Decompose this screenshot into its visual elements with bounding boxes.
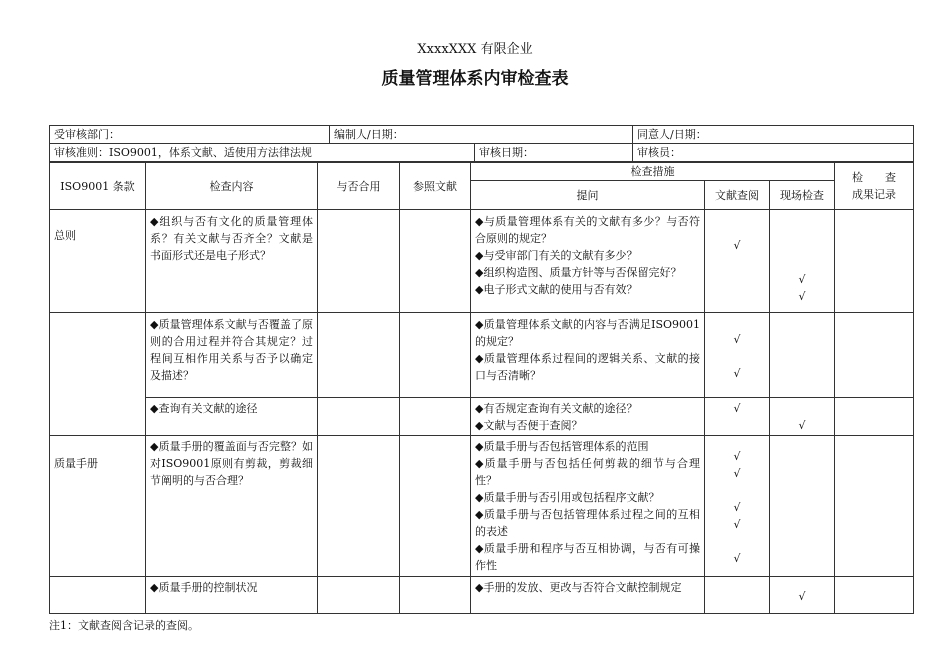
check-mark (709, 348, 765, 365)
check-mark: √ (733, 366, 741, 380)
question-item: ◆质量手册与否包括管理体系的范围 (475, 440, 649, 453)
question-item: ◆质量管理体系文献的内容与否满足ISO9001的规定？ (475, 318, 700, 348)
check-mark (709, 417, 765, 434)
question-item: ◆与受审部门有关的文献有多少？ (475, 249, 638, 262)
check-mark: √ (733, 466, 741, 480)
check-mark: √ (733, 500, 741, 514)
question-item: ◆质量手册与否引用或包括程序文献？ (475, 491, 660, 504)
col-header-doc-review: 文献查阅 (705, 181, 770, 210)
check-mark (774, 400, 830, 417)
ref-docs-cell (400, 436, 471, 577)
conformity-cell (318, 210, 400, 313)
col-header-site-check: 现场检查 (770, 181, 835, 210)
page-title: 质量管理体系内审检查表 (381, 69, 569, 89)
site-check-cell (770, 436, 835, 577)
question-item: ◆电子形式文献的使用与否有效？ (475, 283, 638, 296)
clause-cell (50, 313, 146, 398)
conformity-cell (318, 577, 400, 614)
table-row (50, 210, 914, 313)
clause-cell (50, 436, 146, 577)
clause-cell (50, 397, 146, 436)
ref-docs-cell (400, 577, 471, 614)
table-row (50, 313, 914, 398)
check-mark: √ (798, 273, 806, 286)
check-mark (709, 271, 765, 288)
question-item: ◆组织构造图、质量方针等与否保留完好？ (475, 266, 682, 279)
check-mark: √ (798, 589, 806, 603)
check-mark: √ (733, 551, 741, 565)
result-cell (835, 577, 914, 614)
check-mark (774, 254, 830, 271)
question-cell (471, 397, 705, 436)
question-item: ◆与质量管理体系有关的文献有多少？与否符合原则的规定？ (475, 215, 700, 245)
result-cell (835, 436, 914, 577)
doc-review-cell (705, 436, 770, 577)
table-row (50, 397, 914, 436)
clause-text: 总则 (54, 229, 76, 242)
question-cell (471, 210, 705, 313)
table-row (50, 436, 914, 577)
check-mark (709, 533, 765, 550)
content-cell: ◆质量手册的控制状况 (146, 577, 318, 614)
checklist-table (49, 162, 914, 614)
ref-docs-cell (400, 313, 471, 398)
conformity-cell (318, 436, 400, 577)
col-header-content: 检查内容 (146, 163, 318, 210)
question-cell (471, 313, 705, 398)
check-mark (774, 220, 830, 237)
clause-text: 质量手册 (54, 457, 98, 470)
question-item: ◆文献与否便于查阅？ (475, 418, 583, 432)
question-item: ◆手册的发放、更改与否符合文献控制规定 (475, 581, 682, 594)
check-mark (774, 237, 830, 254)
clause-cell (50, 577, 146, 614)
site-check-cell (770, 210, 835, 313)
result-cell (835, 397, 914, 436)
conformity-cell (318, 397, 400, 436)
col-header-conformity: 与否合用 (318, 163, 400, 210)
col-header-measures: 检查措施 (471, 163, 835, 181)
result-header-line1: 检 查 (852, 171, 897, 184)
check-mark (709, 254, 765, 271)
footnote: 注1：文献查阅含记录的查阅。 (49, 619, 199, 632)
dept-field: 受审核部门： (50, 126, 330, 144)
result-cell (835, 210, 914, 313)
editor-date-field: 编制人/日期： (330, 126, 633, 144)
col-header-clause: ISO9001 条款 (50, 163, 146, 210)
clause-cell (50, 210, 146, 313)
site-check-cell (770, 397, 835, 436)
ref-docs-cell (400, 397, 471, 436)
check-mark: √ (733, 332, 741, 346)
question-item: ◆质量手册与否包括任何剪裁的细节与合理性？ (475, 457, 700, 487)
col-header-question: 提问 (471, 181, 705, 210)
check-mark: √ (733, 449, 741, 463)
site-check-cell (770, 577, 835, 614)
content-cell: ◆质量手册的覆盖面与否完整？如对ISO9001原则有剪裁，剪裁细节阐明的与否合理？ (146, 436, 318, 577)
check-mark: √ (798, 419, 806, 433)
check-mark: √ (733, 402, 741, 416)
doc-review-cell (705, 577, 770, 614)
result-header-line2: 成果记录 (852, 188, 897, 201)
doc-review-cell (705, 210, 770, 313)
question-item: ◆质量管理体系过程间的逻辑关系、文献的接口与否清晰？ (475, 352, 700, 382)
content-cell: ◆查询有关文献的途径 (146, 397, 318, 436)
question-cell (471, 436, 705, 577)
doc-review-cell (705, 397, 770, 436)
result-cell (835, 313, 914, 398)
approver-date-field: 同意人/日期： (633, 126, 914, 144)
table-row (50, 577, 914, 614)
auditor-field: 审核员： (633, 144, 914, 162)
ref-docs-cell (400, 210, 471, 313)
doc-review-cell (705, 313, 770, 398)
col-header-result (835, 163, 914, 210)
site-check-cell (770, 313, 835, 398)
question-item: ◆质量手册和程序与否互相协调，与否有可操作性 (475, 542, 700, 572)
question-cell (471, 577, 705, 614)
check-mark: √ (733, 239, 741, 252)
meta-table (49, 125, 914, 162)
content-cell: ◆质量管理体系文献与否覆盖了原则的合用过程并符合其规定？过程间互相作用关系与否予以确定及描述？ (146, 313, 318, 398)
audit-date-field: 审核日期： (475, 144, 633, 162)
check-mark (709, 482, 765, 499)
col-header-ref-docs: 参照文献 (400, 163, 471, 210)
company-name: XxxxXXX 有限企业 (417, 42, 533, 57)
question-item: ◆质量手册与否包括管理体系过程之间的互相的表述 (475, 508, 700, 538)
content-cell: ◆组织与否有文化的质量管理体系？有关文献与否齐全？文献是书面形式还是电子形式？ (146, 210, 318, 313)
conformity-cell (318, 313, 400, 398)
question-item: ◆有否规定查询有关文献的途径？ (475, 401, 638, 415)
check-mark: √ (798, 290, 806, 303)
criteria-field: 审核准则：ISO9001，体系文献、适使用方法律法规 (50, 144, 475, 162)
check-mark: √ (733, 517, 741, 531)
